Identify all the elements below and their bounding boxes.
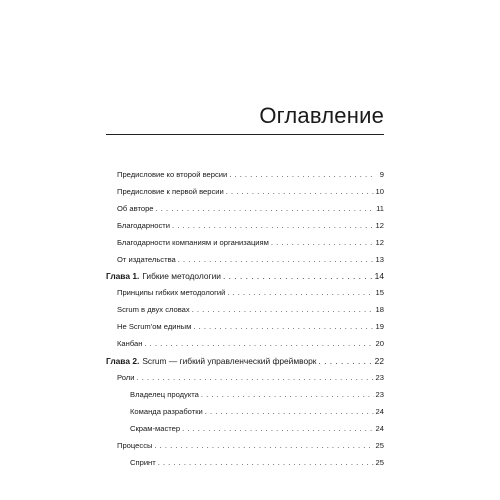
toc-page-number: 25: [375, 458, 384, 467]
title-rule: [106, 134, 384, 135]
toc-entry-preface-first[interactable]: [106, 183, 384, 197]
leader-dots: [223, 271, 373, 281]
toc-entry-dev-team[interactable]: [106, 403, 384, 417]
toc-entry-preface-second[interactable]: [106, 166, 384, 180]
toc-page-number: 12: [375, 238, 384, 247]
toc-entry-agile-principles[interactable]: [106, 284, 384, 298]
leader-dots: [158, 458, 374, 468]
toc-page-number: 23: [375, 390, 384, 399]
toc-entry-text: Гибкие методологии: [142, 271, 221, 281]
toc-entry-acknowledgements[interactable]: [106, 217, 384, 231]
toc-chapter-1[interactable]: [106, 267, 384, 281]
leader-dots: [144, 339, 373, 349]
toc-page-number: 12: [375, 221, 384, 230]
toc-page-number: 13: [375, 255, 384, 264]
toc-entry-text: Роли: [117, 373, 135, 382]
leader-dots: [193, 322, 373, 332]
toc-entry-kanban[interactable]: [106, 335, 384, 349]
leader-dots: [154, 441, 373, 451]
toc-title: Оглавление: [259, 103, 384, 128]
toc-entry-text: Не Scrum'ом единым: [117, 322, 192, 331]
toc-page-number: 19: [375, 322, 384, 331]
toc-entry-roles[interactable]: [106, 369, 384, 383]
toc-entry-not-only-scrum[interactable]: [106, 318, 384, 332]
chapter-label: Глава 1.: [106, 271, 140, 281]
toc-entry-text: Команда разработки: [130, 407, 203, 416]
toc-entry-text: Владелец продукта: [130, 390, 199, 399]
leader-dots: [201, 390, 374, 400]
toc-entry-text: Предисловие ко второй версии: [117, 170, 228, 179]
toc-page-number: 20: [375, 339, 384, 348]
toc-entry-text: Спринт: [130, 458, 156, 467]
toc-entry-processes[interactable]: [106, 437, 384, 451]
toc-entry-from-publisher[interactable]: [106, 251, 384, 265]
leader-dots: [156, 204, 374, 214]
toc-page-number: 14: [374, 271, 384, 281]
toc-page-number: 24: [375, 407, 384, 416]
toc-page-number: 11: [376, 204, 384, 213]
leader-dots: [136, 373, 373, 383]
toc-chapter-2[interactable]: [106, 352, 384, 366]
toc-page-number: 18: [375, 305, 384, 314]
toc-entry-text: Канбан: [117, 339, 143, 348]
leader-dots: [205, 407, 374, 417]
toc-page-number: 22: [374, 356, 384, 366]
leader-dots: [192, 305, 374, 315]
toc-page-number: 25: [375, 441, 384, 450]
leader-dots: [178, 255, 374, 265]
toc-entry-about-author[interactable]: [106, 200, 384, 214]
toc-page-number: 23: [375, 373, 384, 382]
toc-entry-text: Scrum в двух словах: [117, 305, 190, 314]
chapter-label: Глава 2.: [106, 356, 140, 366]
toc-entry-scrum-master[interactable]: [106, 420, 384, 434]
toc-entry-text: Scrum — гибкий управленческий фреймворк: [142, 356, 317, 366]
leader-dots: [226, 187, 374, 197]
toc-entry-text: Скрам-мастер: [130, 424, 181, 433]
leader-dots: [182, 424, 373, 434]
toc-page-number: 24: [375, 424, 384, 433]
leader-dots: [227, 288, 373, 298]
toc-entry-text: Предисловие к первой версии: [117, 187, 224, 196]
toc-entry-sprint[interactable]: [106, 454, 384, 468]
leader-dots: [318, 356, 372, 366]
toc-entry-text: Процессы: [117, 441, 153, 450]
leader-dots: [271, 238, 374, 248]
toc-entry-scrum-in-brief[interactable]: [106, 301, 384, 315]
leader-dots: [229, 170, 374, 180]
toc-page-number: 15: [375, 288, 384, 297]
toc-entry-text: От издательства: [117, 255, 176, 264]
toc-entry-product-owner[interactable]: [106, 386, 384, 400]
toc-entry-text: Об авторе: [117, 204, 154, 213]
toc-page-number: 10: [375, 187, 384, 196]
toc-entry-acknowledgements-companies[interactable]: [106, 234, 384, 248]
toc-entry-text: Благодарности компаниям и организациям: [117, 238, 269, 247]
toc-entry-text: Благодарности: [117, 221, 171, 230]
leader-dots: [172, 221, 374, 231]
toc-entry-text: Принципы гибких методологий: [117, 288, 226, 297]
toc-page-number: 9: [379, 170, 384, 179]
